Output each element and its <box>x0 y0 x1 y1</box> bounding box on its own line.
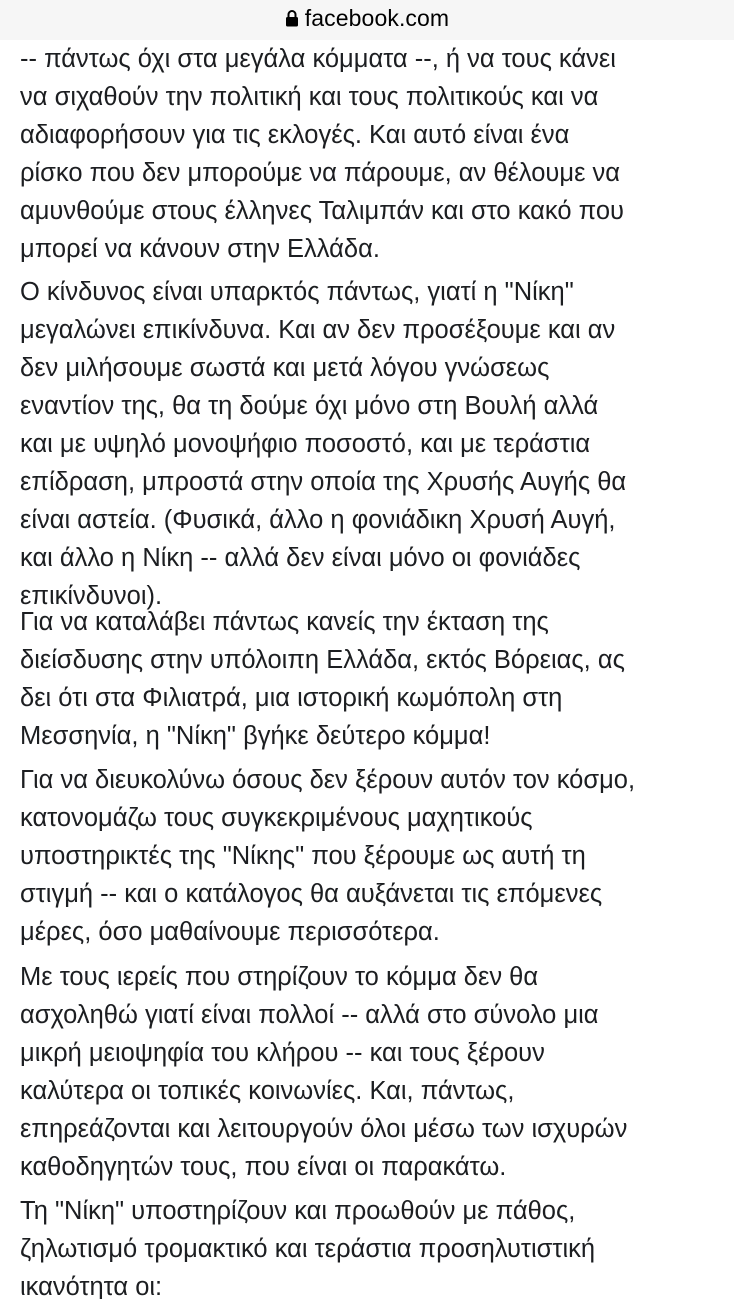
lock-icon <box>285 9 299 27</box>
post-paragraph-2 <box>20 273 720 615</box>
text-line: να σιχαθούν την πολιτική και τους πολιτικούς και να <box>20 83 599 111</box>
url-display[interactable] <box>285 5 449 32</box>
post-paragraph-6 <box>20 1192 720 1299</box>
text-line: στιγμή -- και ο κατάλογος θα αυξάνεται τις επόμενες <box>20 880 603 908</box>
text-line: διείσδυσης στην υπόλοιπη Ελλάδα, εκτός Βόρειας, ας <box>20 646 625 674</box>
url-domain: facebook.com <box>304 4 450 31</box>
text-line: εναντίον της, θα τη δούμε όχι μόνο στη Βουλή αλλά <box>20 392 599 420</box>
text-line: επίδραση, μπροστά στην οποία της Χρυσής Αυγής θα <box>20 468 627 496</box>
text-line: είναι αστεία. (Φυσικά, άλλο η φονιάδικη Χρυσή Αυγή, <box>20 506 616 534</box>
text-line: υποστηρικτές της "Νίκης" που ξέρουμε ως αυτή τη <box>20 842 586 870</box>
text-line: Μεσσηνία, η "Νίκη" βγήκε δεύτερο κόμμα! <box>20 722 491 750</box>
post-paragraph-1 <box>20 40 720 268</box>
text-line: καθοδηγητών τους, που είναι οι παρακάτω. <box>20 1153 507 1181</box>
text-line: Ο κίνδυνος είναι υπαρκτός πάντως, γιατί η "Νίκη" <box>20 278 574 306</box>
text-line: δεν μιλήσουμε σωστά και μετά λόγου γνώσεως <box>20 354 550 382</box>
text-line: ικανότητα οι: <box>20 1273 163 1299</box>
text-line: επηρεάζονται και λειτουργούν όλοι μέσω των ισχυρών <box>20 1115 628 1143</box>
text-line: ρίσκο που δεν μπορούμε να πάρουμε, αν θέλουμε να <box>20 159 621 187</box>
text-line: Για να καταλάβει πάντως κανείς την έκταση της <box>20 608 549 636</box>
text-line: Τη "Νίκη" υποστηρίζουν και προωθούν με πάθος, <box>20 1197 576 1225</box>
text-line: αμυνθούμε στους έλληνες Ταλιμπάν και στο κακό που <box>20 197 624 225</box>
text-line: κατονομάζω τους συγκεκριμένους μαχητικούς <box>20 804 533 832</box>
text-line: και με υψηλό μονοψήφιο ποσοστό, και με τεράστια <box>20 430 591 458</box>
text-line: και άλλο η Νίκη -- αλλά δεν είναι μόνο οι φονιάδες <box>20 544 581 572</box>
text-line: αδιαφορήσουν για τις εκλογές. Και αυτό είναι ένα <box>20 121 570 149</box>
text-line: ασχοληθώ γιατί είναι πολλοί -- αλλά στο σύνολο μια <box>20 1001 599 1029</box>
text-line: -- πάντως όχι στα μεγάλα κόμματα --, ή να τους κάνει <box>20 45 616 73</box>
text-line: καλύτερα οι τοπικές κοινωνίες. Και, πάντως, <box>20 1077 515 1105</box>
post-paragraph-5 <box>20 958 720 1186</box>
text-line: μεγαλώνει επικίνδυνα. Και αν δεν προσέξουμε και αν <box>20 316 616 344</box>
text-line: μέρες, όσο μαθαίνουμε περισσότερα. <box>20 918 440 946</box>
text-line: ζηλωτισμό τρομακτικό και τεράστια προσηλυτιστική <box>20 1235 596 1263</box>
text-line: δει ότι στα Φιλιατρά, μια ιστορική κωμόπολη στη <box>20 684 563 712</box>
text-line: Για να διευκολύνω όσους δεν ξέρουν αυτόν τον κόσμο, <box>20 766 636 794</box>
post-paragraph-3 <box>20 603 720 755</box>
post-body <box>0 40 734 1299</box>
post-paragraph-4 <box>20 761 720 951</box>
browser-url-bar[interactable] <box>0 0 734 40</box>
text-line: Με τους ιερείς που στηρίζουν το κόμμα δεν θα <box>20 963 539 991</box>
text-line: επικίνδυνοι). <box>20 582 163 610</box>
text-line: μικρή μειοψηφία του κλήρου -- και τους ξέρουν <box>20 1039 545 1067</box>
text-line: μπορεί να κάνουν στην Ελλάδα. <box>20 235 380 263</box>
